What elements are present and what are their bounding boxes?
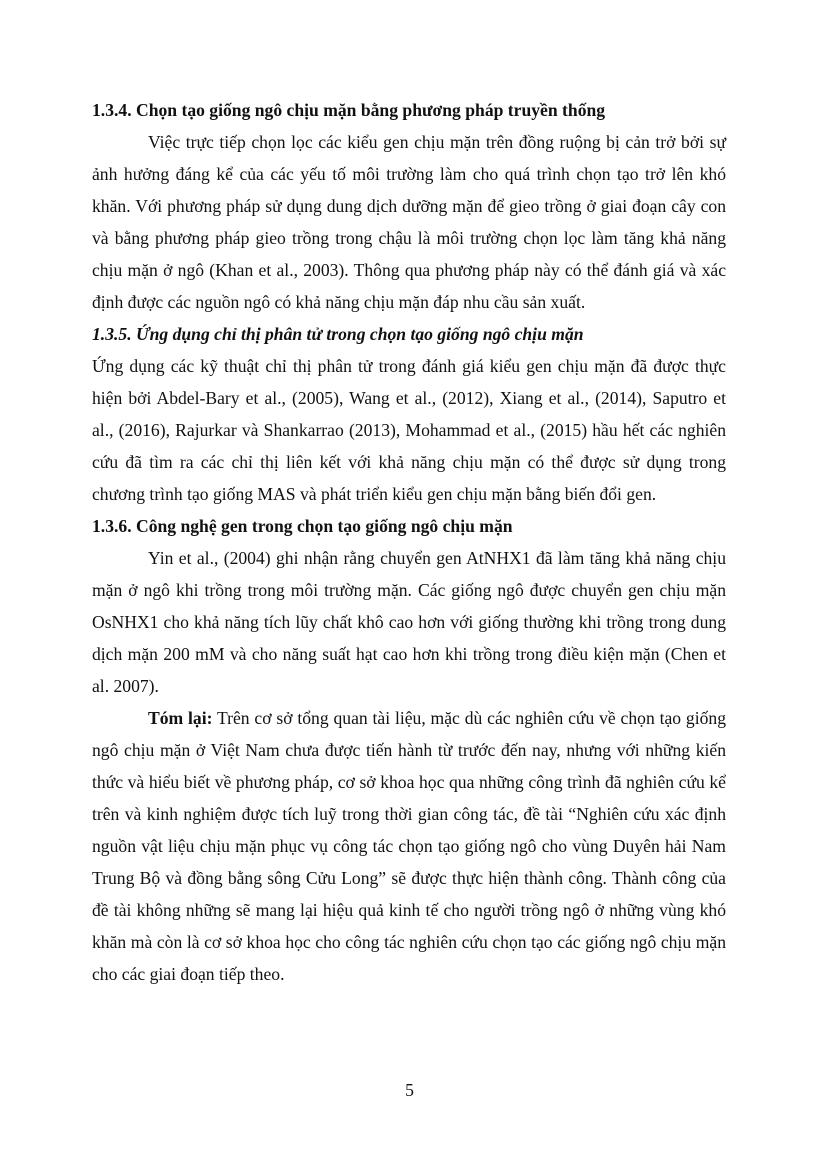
summary-body: Trên cơ sở tổng quan tài liệu, mặc dù các nghiên cứu về chọn tạo giống ngô chịu mặn ở Việt Nam chưa được tiến hành từ trước đến nay, nhưng với những kiến thức và hiểu biết về phương pháp, cơ sở khoa học qua những công trình đã nghiên cứu kể trên và kinh nghiệm được tích luỹ trong thời gian công tác, đề tài “Nghiên cứu xác định nguồn vật liệu chịu mặn phục vụ công tác chọn tạo giống ngô cho vùng Duyên hải Nam Trung Bộ và đồng bằng sông Cửu Long” sẽ được thực hiện thành công. Thành công của đề tài không những sẽ mang lại hiệu quả kinh tế cho người trồng ngô ở những vùng khó khăn mà còn là cơ sở khoa học cho công tác nghiên cứu chọn tạo các giống ngô chịu mặn cho các giai đoạn tiếp theo. [92,708,726,984]
section-body-1-3-6: Yin et al., (2004) ghi nhận rằng chuyển gen AtNHX1 đã làm tăng khả năng chịu mặn ở ngô khi trồng trong môi trường mặn. Các giống ngô được chuyển gen chịu mặn OsNHX1 cho khả năng tích lũy chất khô cao hơn với giống thường khi trồng trong dung dịch mặn 200 mM và cho năng suất hạt cao hơn khi trồng trong điều kiện mặn (Chen et al. 2007). [92,548,726,696]
document-page [92,94,726,990]
section-body-1-3-5: Ứng dụng các kỹ thuật chỉ thị phân tử trong đánh giá kiểu gen chịu mặn đã được thực hiện bởi Abdel-Bary et al., (2005), Wang et al., (2012), Xiang et al., (2014), Saputro et al., (2016), Rajurkar và Shankarrao (2013), Mohammad et al., (2015) hầu hết các nghiên cứu đã tìm ra các chỉ thị liên kết với khả năng chịu mặn có thể được sử dụng trong chương trình tạo giống MAS và phát triển kiểu gen chịu mặn bằng biến đổi gen. [92,356,726,504]
summary-paragraph [92,702,726,990]
section-heading-1-3-4: 1.3.4. Chọn tạo giống ngô chịu mặn bằng phương pháp truyền thống [92,100,606,120]
summary-lead: Tóm lại: [148,708,213,728]
page-number: 5 [405,1080,414,1100]
section-body-1-3-4: Việc trực tiếp chọn lọc các kiểu gen chịu mặn trên đồng ruộng bị cản trở bởi sự ảnh hưởng đáng kể của các yếu tố môi trường làm cho quá trình chọn tạo trở lên khó khăn. Với phương pháp sử dụng dung dịch dưỡng mặn để gieo trồng ở giai đoạn cây con và bằng phương pháp gieo trồng trong chậu là môi trường chọn lọc làm tăng khả năng chịu mặn ở ngô (Khan et al., 2003). Thông qua phương pháp này có thể đánh giá và xác định được các nguồn ngô có khả năng chịu mặn đáp nhu cầu sản xuất. [92,132,726,312]
section-heading-1-3-6: 1.3.6. Công nghệ gen trong chọn tạo giống ngô chịu mặn [92,516,513,536]
section-heading-1-3-5: 1.3.5. Ứng dụng chỉ thị phân tử trong chọn tạo giống ngô chịu mặn [92,324,584,344]
